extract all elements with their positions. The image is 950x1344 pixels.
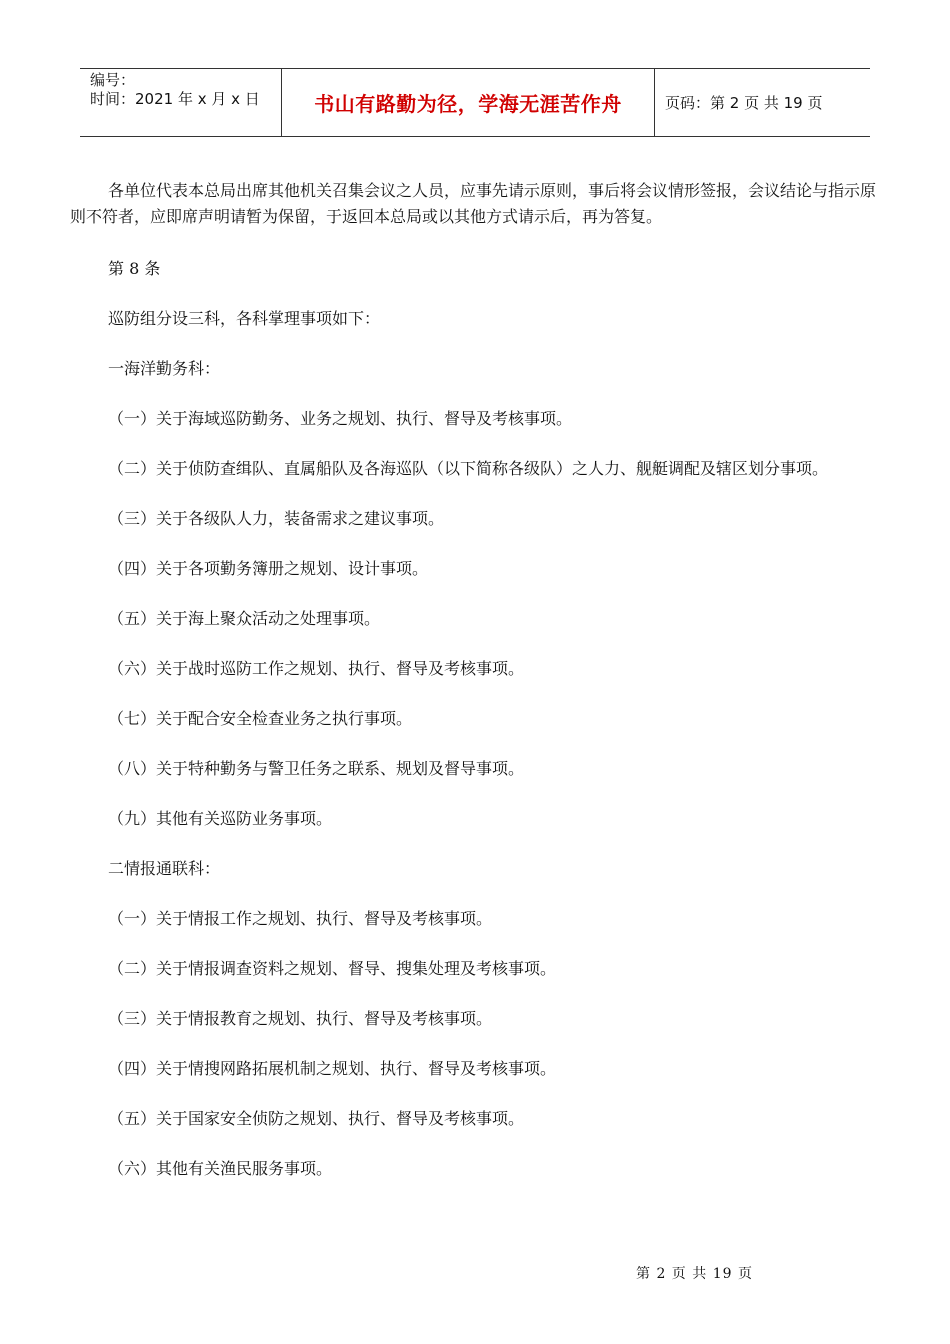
list-item: （三）关于各级队人力，装备需求之建议事项。 [108, 509, 445, 528]
list-item: （四）关于各项勤务簿册之规划、设计事项。 [108, 559, 429, 578]
list-item: （六）关于战时巡防工作之规划、执行、督导及考核事项。 [108, 659, 525, 678]
list-item: （七）关于配合安全检查业务之执行事项。 [108, 709, 413, 728]
document-body [70, 178, 882, 1182]
list-item: （五）关于海上聚众活动之处理事项。 [108, 609, 381, 628]
article-heading: 第 8 条 [108, 259, 161, 278]
list-item: （五）关于国家安全侦防之规划、执行、督导及考核事项。 [108, 1109, 525, 1128]
header-time: 时间：2021 年 x 月 x 日 [90, 90, 260, 108]
list-item: （九）其他有关巡防业务事项。 [108, 809, 333, 828]
list-item: （一）关于海域巡防勤务、业务之规划、执行、督导及考核事项。 [108, 409, 573, 428]
document-header [80, 68, 870, 137]
section-heading: 一海洋勤务科： [108, 359, 221, 378]
header-motto: 书山有路勤为径，学海无涯苦作舟 [282, 69, 655, 136]
paragraph: 巡防组分设三科，各科掌理事项如下： [108, 309, 381, 328]
paragraph: 各单位代表本总局出席其他机关召集会议之人员，应事先请示原则，事后将会议情形签报，会议结论与指示原则不符者，应即席声明请暂为保留，于返回本总局或以其他方式请示后，再为答复。 [70, 181, 877, 226]
header-meta [80, 69, 282, 136]
list-item: （三）关于情报教育之规划、执行、督导及考核事项。 [108, 1009, 493, 1028]
section-heading: 二情报通联科： [108, 859, 221, 878]
list-item: （四）关于情搜网路拓展机制之规划、执行、督导及考核事项。 [108, 1059, 557, 1078]
list-item: （一）关于情报工作之规划、执行、督导及考核事项。 [108, 909, 493, 928]
list-item: （八）关于特种勤务与警卫任务之联系、规划及督导事项。 [108, 759, 525, 778]
header-number: 编号： [90, 71, 136, 89]
list-item: （二）关于侦防查缉队、直属船队及各海巡队（以下简称各级队）之人力、舰艇调配及辖区划分事项。 [108, 459, 829, 478]
page-footer: 第 2 页 共 19 页 [636, 1266, 753, 1282]
header-page-label: 页码：第 2 页 共 19 页 [665, 94, 823, 112]
list-item: （二）关于情报调查资料之规划、督导、搜集处理及考核事项。 [108, 959, 557, 978]
list-item: （六）其他有关渔民服务事项。 [108, 1159, 333, 1178]
